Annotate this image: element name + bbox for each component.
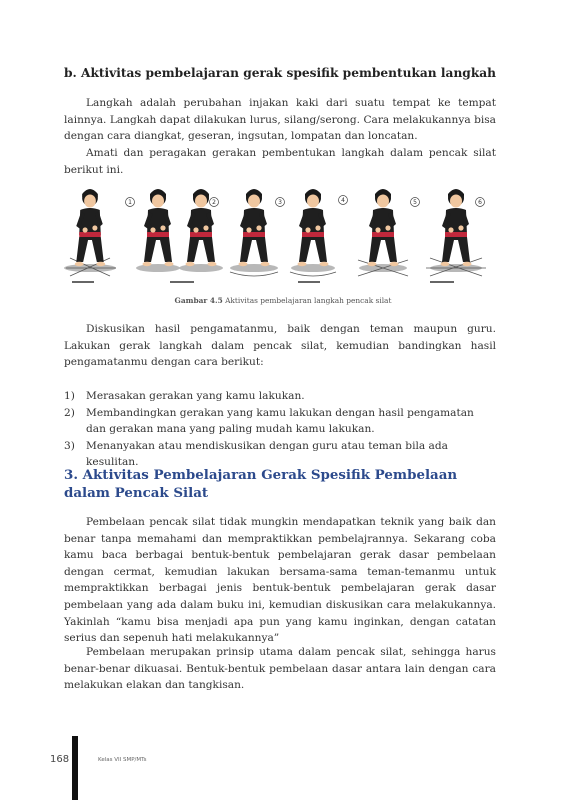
section-b-paragraph-1: Langkah adalah perubahan injakan kaki dari suatu tempat ke tempat lainnya. Langkah dapat dilakukan lurus, silang/serong. Cara melakukannya bisa dengan cara diangkat, geseran, ingsutan, lompatan dan loncatan. — [64, 97, 496, 143]
floor-marks — [64, 264, 482, 272]
step-number-6: 6 — [478, 199, 482, 206]
list-item-text: Merasakan gerakan yang kamu lakukan. — [86, 390, 305, 402]
list-item-number: 2) — [64, 406, 75, 419]
step-illustrations-figure — [58, 188, 498, 288]
floor-labels — [72, 281, 454, 283]
figure-caption-text: Aktivitas pembelajaran langkah pencak silat — [222, 296, 392, 305]
step-number-3: 3 — [278, 199, 282, 206]
figure-caption — [0, 296, 566, 305]
list-item-number: 3) — [64, 439, 75, 452]
footer-book-title: Kelas VII SMP/MTs — [98, 757, 147, 763]
step-number-1: 1 — [128, 199, 132, 206]
figure-caption-label: Gambar 4.5 — [174, 296, 223, 305]
discussion-paragraph: Diskusikan hasil pengamatanmu, baik dengan teman maupun guru. Lakukan gerak langkah dalam pencak silat, kemudian bandingkan hasil pengamatanmu dengan cara berikut: — [64, 323, 496, 369]
fighter-figure-3 — [239, 189, 270, 266]
footer-bar — [72, 736, 78, 800]
fighter-figure-4 — [298, 189, 329, 266]
fighter-figure-1 — [75, 189, 105, 266]
section-3-paragraph-1: Pembelaan pencak silat tidak mungkin mendapatkan teknik yang baik dan benar tanpa memahami dan mempraktikkan pembelajrannya. Sekarang coba kamu baca berbagai bentuk-bentuk pembelajaran gerak dasar pembelaan dengan cermat, kemudian lakukan bersama-sama teman-temanmu untuk mempraktikkan berbagai jenis bentuk-bentuk pembelajaran gerak dasar pembelaan yang ada dalam buku ini, kemudian diskusikan cara melakukannya. Yakinlah “kamu bisa menjadi apa pun yang kamu inginkan, dengan catatan serius dan sepenuh hati melakukannya” — [64, 516, 496, 645]
fighter-figure-6 — [441, 189, 472, 266]
step-number-4: 4 — [341, 197, 345, 204]
discussion-list — [64, 388, 496, 471]
fighter-figure-2-back — [143, 189, 174, 266]
page-number: 168 — [50, 754, 70, 765]
list-item — [64, 388, 496, 405]
list-item-text: Menanyakan atau mendiskusikan dengan guru atau teman bila ada kesulitan. — [86, 439, 448, 469]
section-3-heading: 3. Aktivitas Pembelajaran Gerak Spesifik Pembelaan dalam Pencak Silat — [64, 467, 458, 501]
step-number-2: 2 — [212, 199, 216, 206]
fighter-figure-5 — [368, 189, 399, 266]
list-item — [64, 405, 496, 438]
list-item-number: 1) — [64, 390, 75, 402]
step-number-5: 5 — [413, 199, 417, 206]
section-b-heading: b. Aktivitas pembelajaran gerak spesifik pembentukan langkah — [64, 66, 497, 80]
list-item-text: Membandingkan gerakan yang kamu lakukan dengan hasil pengamatan dan gerakan mana yang paling mudah kamu lakukan. — [86, 406, 474, 436]
section-3-paragraph-2: Pembelaan merupakan prinsip utama dalam pencak silat, sehingga harus benar-benar dikuasai. Bentuk-bentuk pembelaan dasar antara lain dengan cara melakukan elakan dan tangkisan. — [64, 646, 496, 692]
section-b-paragraph-2: Amati dan peragakan gerakan pembentukan langkah dalam pencak silat berikut ini. — [64, 147, 496, 176]
